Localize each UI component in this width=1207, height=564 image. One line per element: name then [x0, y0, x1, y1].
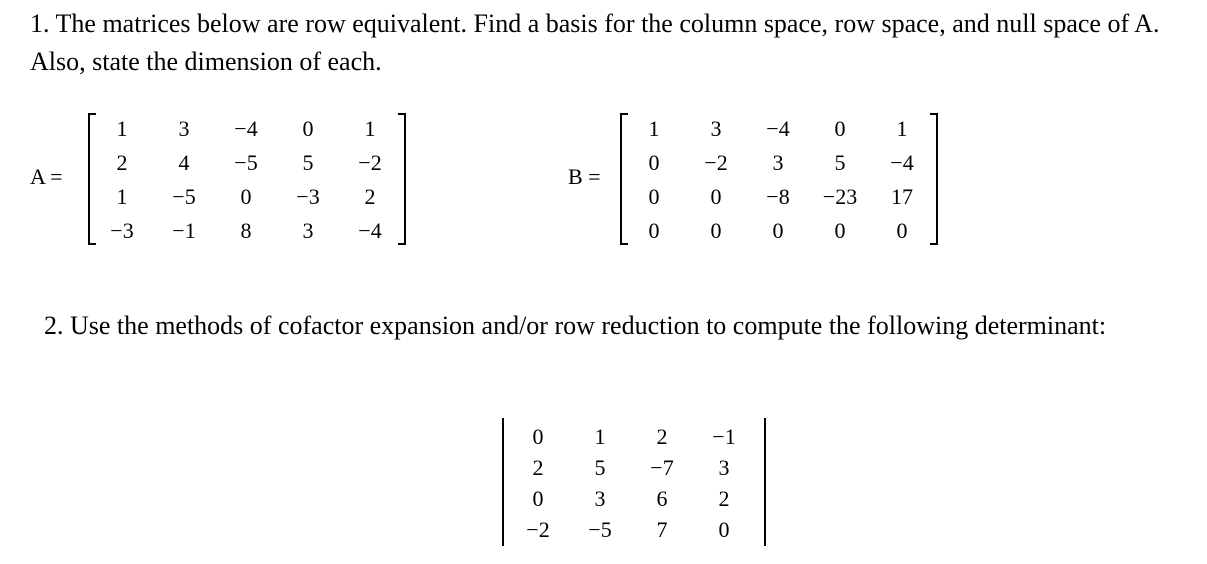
- determinant-matrix: [500, 418, 768, 546]
- matrix-a-cell: 4: [178, 150, 190, 175]
- determinant-cell: 3: [718, 455, 730, 480]
- matrix-a-row: [88, 180, 406, 214]
- matrix-b-row: [620, 214, 938, 248]
- determinant-cell: −5: [588, 517, 612, 542]
- matrix-b-cell: 1: [648, 116, 660, 141]
- determinant-row: [500, 482, 768, 516]
- determinant-cell: −7: [650, 455, 674, 480]
- problem-2-text: 2. Use the methods of cofactor expansion and/or row reduction to compute the following determinant:: [44, 311, 1107, 340]
- matrix-b-cell: 0: [648, 184, 660, 209]
- matrix-a-cell: 0: [240, 184, 252, 209]
- matrix-b-cell: 0: [896, 218, 908, 243]
- matrix-a-cell: 2: [364, 184, 376, 209]
- problem-1-text: 1. The matrices below are row equivalent. Find a basis for the column space, row space, and null space of A. Also, state the dimension of each.: [30, 9, 1160, 76]
- matrix-b-cell: 1: [896, 116, 908, 141]
- matrix-a-label: A =: [30, 164, 63, 189]
- matrix-a-cell: −4: [358, 218, 382, 243]
- matrix-b-cell: 0: [648, 218, 660, 243]
- matrix-b-cell: 3: [772, 150, 784, 175]
- matrix-a-row: [88, 146, 406, 180]
- matrix-b-cell: −8: [766, 184, 790, 209]
- matrix-b-cell: 0: [710, 184, 722, 209]
- matrix-b-row: [620, 180, 938, 214]
- determinant-row: [500, 420, 768, 454]
- matrix-b-label: B =: [568, 164, 601, 189]
- determinant-cell: 3: [594, 486, 606, 511]
- matrix-a-cell: −3: [110, 218, 134, 243]
- determinant-cell: 1: [594, 424, 606, 449]
- matrix-b: [620, 113, 938, 245]
- matrix-a-row: [88, 112, 406, 146]
- matrix-a-cell: 5: [302, 150, 314, 175]
- matrix-b-cell: 3: [710, 116, 722, 141]
- matrix-a-cell: −2: [358, 150, 382, 175]
- determinant-cell: 2: [718, 486, 730, 511]
- matrix-a-cell: −5: [234, 150, 258, 175]
- matrix-a-cell: 2: [116, 150, 128, 175]
- determinant-cell: 0: [532, 486, 544, 511]
- matrix-b-cell: −23: [822, 184, 858, 209]
- matrix-b-cell: −4: [766, 116, 790, 141]
- matrix-b-row: [620, 146, 938, 180]
- matrix-a-cell: 1: [364, 116, 376, 141]
- matrix-b-cell: 0: [648, 150, 660, 175]
- determinant-cell: 2: [532, 455, 544, 480]
- matrix-b-row: [620, 112, 938, 146]
- matrix-b-cell: 0: [834, 116, 846, 141]
- determinant-cell: 0: [718, 517, 730, 542]
- matrix-a-cell: 1: [116, 116, 128, 141]
- matrix-b-cell: 0: [772, 218, 784, 243]
- matrix-b-cell: 0: [834, 218, 846, 243]
- matrix-a-cell: 8: [240, 218, 252, 243]
- matrix-a-row: [88, 214, 406, 248]
- matrix-a-cell: −1: [172, 218, 196, 243]
- determinant-cell: 7: [656, 517, 668, 542]
- determinant-cell: −2: [526, 517, 550, 542]
- matrix-b-cell: 0: [710, 218, 722, 243]
- determinant-cell: 0: [532, 424, 544, 449]
- matrix-a-cell: −4: [234, 116, 258, 141]
- matrix-a: [88, 113, 406, 245]
- matrix-a-cell: 1: [116, 184, 128, 209]
- matrix-b-cell: 5: [834, 150, 846, 175]
- determinant-cell: −1: [712, 424, 736, 449]
- determinant-row: [500, 451, 768, 485]
- matrix-b-cell: −2: [704, 150, 728, 175]
- determinant-cell: 2: [656, 424, 668, 449]
- determinant-row: [500, 513, 768, 547]
- matrix-a-cell: 3: [302, 218, 314, 243]
- matrix-a-cell: −5: [172, 184, 196, 209]
- determinant-cell: 5: [594, 455, 606, 480]
- matrix-a-cell: 0: [302, 116, 314, 141]
- matrix-b-cell: −4: [890, 150, 914, 175]
- determinant-cell: 6: [656, 486, 668, 511]
- matrix-a-cell: −3: [296, 184, 320, 209]
- matrix-a-cell: 3: [178, 116, 190, 141]
- matrix-b-cell: 17: [891, 184, 913, 209]
